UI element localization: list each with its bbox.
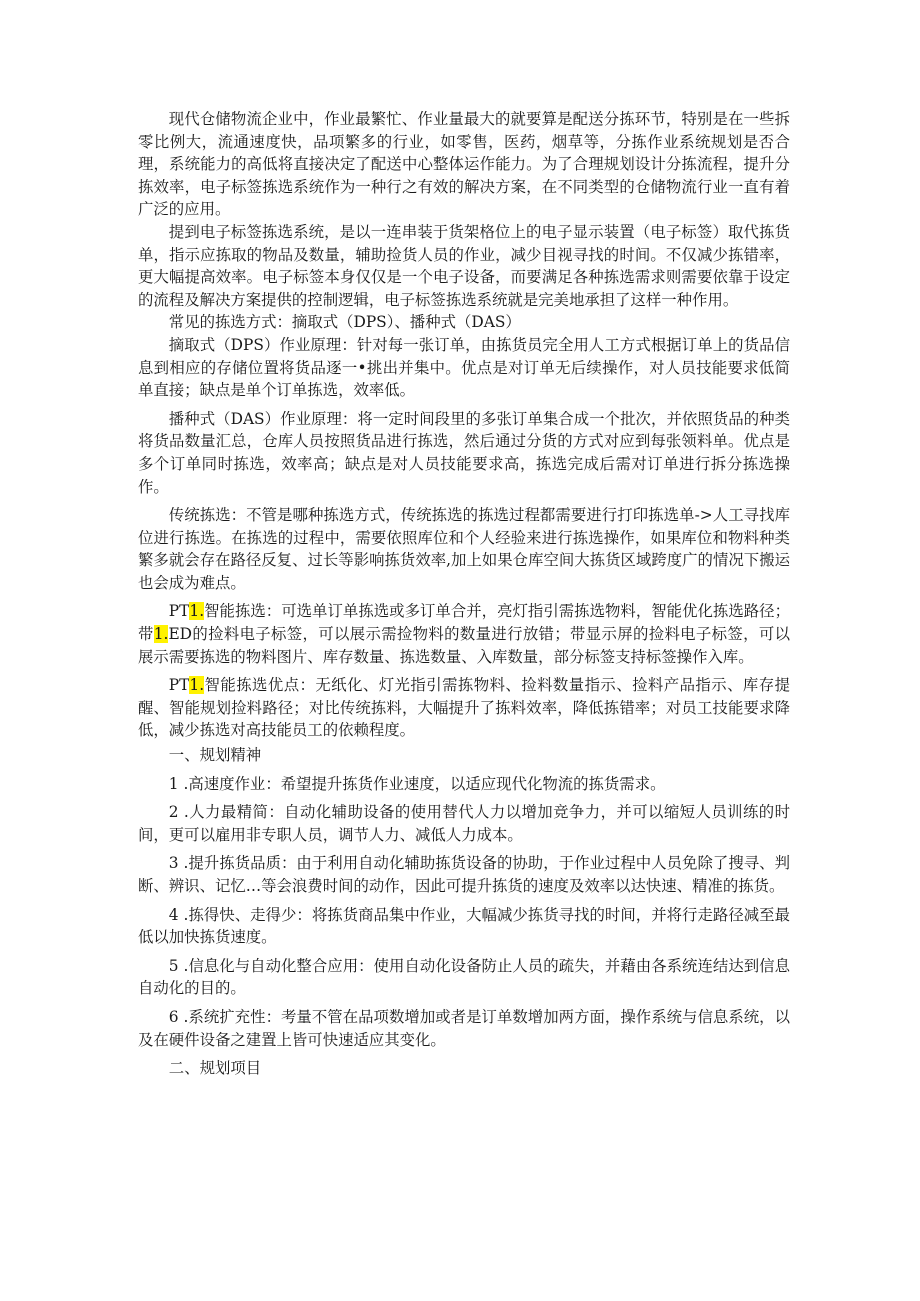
highlight-mark: 1. xyxy=(153,625,169,644)
section-heading-planning-items: 二、规划项目 xyxy=(168,1059,262,1078)
smart-picking-text-1: 智能拣选：可选单订单拣选或多订单合并，亮灯指引需拣选物料，智能优化拣选路径；带 xyxy=(138,602,790,644)
traditional-picking-paragraph: 传统拣选：不管是哪种拣选方式，传统拣选的拣选过程都需要进行打印拣选单->人工寻找库位进行拣选。在拣选的过程中，需要依照库位和个人经验来进行拣选操作，如果库位和物料种类繁多就会存在路径反复、过长等影响拣货效率,加上如果仓库空间大拣货区域跨度广的情况下搬运也会成为难点。 xyxy=(138,506,790,592)
smart-picking-prefix: PT xyxy=(168,602,190,621)
das-paragraph: 播种式（DAS）作业原理：将一定时间段里的多张订单集合成一个批次，并依照货品的种类将货品数量汇总，仓库人员按照货品进行拣选，然后通过分货的方式对应到每张领料单。优点是多个订单同时拣选，效率高；缺点是对人员技能要求高，拣选完成后需对订单进行拆分拣选操作。 xyxy=(138,409,790,496)
list-item: 1 .高速度作业：希望提升拣货作业速度，以适应现代化物流的拣货需求。 xyxy=(168,774,666,793)
list-item: 6 .系统扩充性：考量不管在品项数增加或者是订单数增加两方面，操作系统与信息系统，以及在硬件设备之建置上皆可快速适应其变化。 xyxy=(138,1007,790,1049)
document-body xyxy=(138,108,790,1080)
highlight-mark: 1. xyxy=(189,602,205,621)
smart-picking-advantages-paragraph xyxy=(138,674,790,742)
list-item: 5 .信息化与自动化整合应用：使用自动化设备防止人员的疏失，并藉由各系统连结达到信息自动化的目的。 xyxy=(138,956,790,998)
advantages-prefix: PT xyxy=(168,676,190,695)
section-heading-planning-spirit: 一、规划精神 xyxy=(168,746,262,765)
electronic-label-paragraph: 提到电子标签拣选系统，是以一连串装于货架格位上的电子显示装置（电子标签）取代拣货单，指示应拣取的物品及数量，辅助捡货人员的作业，减少目视寻找的时间。不仅减少拣错率，更大幅提高效率。电子标签本身仅仅是一个电子设备，而要满足各种拣选需求则需要依靠于设定的流程及解决方案提供的控制逻辑，电子标签拣选系统就是完美地承担了这样一种作用。 xyxy=(138,222,790,309)
dps-paragraph: 摘取式（DPS）作业原理：针对每一张订单，由拣货员完全用人工方式根据订单上的货品信息到相应的存储位置将货品逐一•挑出并集中。优点是对订单无后续操作，对人员技能要求低简单直接；缺点是单个订单拣选，效率低。 xyxy=(138,335,790,400)
smart-picking-text-2: ED的捡料电子标签，可以展示需捡物料的数量进行放错；带显示屏的捡料电子标签，可以展示需要拣选的物料图片、库存数量、拣选数量、入库数量，部分标签支持标签操作入库。 xyxy=(138,625,790,666)
list-item: 4 .拣得快、走得少：将拣货商品集中作业，大幅减少拣货寻找的时间，并将行走路径减至最低以加快拣货速度。 xyxy=(138,905,790,947)
intro-paragraph: 现代仓储物流企业中，作业最繁忙、作业量最大的就要算是配送分拣环节，特别是在一些拆零比例大，流通速度快，品项繁多的行业，如零售，医药，烟草等，分拣作业系统规划是否合理，系统能力的高低将直接决定了配送中心整体运作能力。为了合理规划设计分拣流程，提升分拣效率，电子标签拣选系统作为一种行之有效的解决方案，在不同类型的仓储物流行业一直有着广泛的应用。 xyxy=(138,110,790,219)
list-item: 3 .提升拣货品质：由于利用自动化辅助拣货设备的协助，于作业过程中人员免除了搜寻、判断、辨识、记忆…等会浪费时间的动作，因此可提升拣货的速度及效率以达快速、精准的拣货。 xyxy=(138,854,790,895)
picking-methods-paragraph: 常见的拣选方式：摘取式（DPS）、播种式（DAS） xyxy=(168,313,521,332)
list-item: 2 .人力最精简：自动化辅助设备的使用替代人力以增加竞争力，并可以缩短人员训练的时间，更可以雇用非专职人员，调节人力、减低人力成本。 xyxy=(138,803,790,844)
highlight-mark: 1. xyxy=(189,676,205,695)
smart-picking-paragraph xyxy=(138,600,790,668)
advantages-text: 智能拣选优点：无纸化、灯光指引需拣物料、捡料数量指示、捡料产品指示、库存提醒、智能规划捡料路径；对比传统拣料，大幅提升了拣料效率，降低拣错率；对员工技能要求降低，减少拣选对高技能员工的依赖程度。 xyxy=(138,676,790,740)
